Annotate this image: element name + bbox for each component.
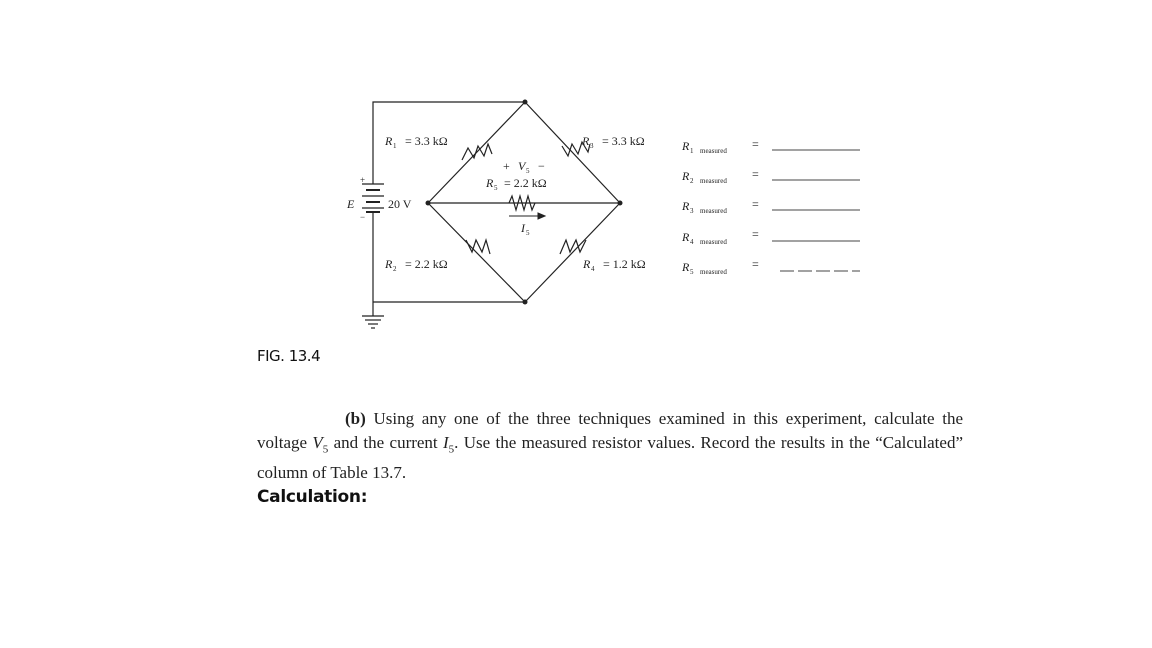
svg-text:R: R: [582, 134, 590, 148]
svg-text:R: R: [682, 230, 690, 244]
figure-caption: FIG. 13.4: [257, 347, 321, 365]
part-label: (b): [345, 409, 366, 428]
svg-text:5: 5: [690, 268, 694, 276]
source-plus: +: [360, 175, 366, 185]
svg-text:measured: measured: [700, 147, 727, 155]
measured-row-3: [681, 197, 759, 215]
svg-text:−: −: [538, 159, 545, 173]
svg-text:1: 1: [690, 147, 694, 155]
v5-subscript: 5: [322, 443, 329, 456]
battery-symbol: [362, 184, 384, 212]
svg-text:measured: measured: [700, 207, 727, 215]
svg-text:5: 5: [494, 184, 498, 192]
svg-text:=: =: [752, 257, 759, 271]
i5-arrow: [509, 213, 545, 219]
svg-text:measured: measured: [700, 238, 727, 246]
svg-text:3: 3: [690, 207, 694, 215]
i5-subscript: 5: [448, 443, 455, 456]
r2-label: [384, 257, 448, 273]
r5-label: [485, 176, 547, 192]
svg-text:= 3.3 kΩ: = 3.3 kΩ: [405, 134, 448, 148]
r4-label: [582, 257, 646, 273]
i5-symbol: I: [442, 433, 449, 452]
svg-text:R: R: [682, 169, 690, 183]
svg-text:R: R: [682, 260, 690, 274]
svg-text:= 2.2 kΩ: = 2.2 kΩ: [405, 257, 448, 271]
measured-row-1: [681, 137, 759, 155]
svg-text:4: 4: [690, 238, 694, 246]
source-symbol: E: [347, 197, 355, 211]
svg-text:R: R: [486, 176, 494, 190]
svg-text:=: =: [752, 167, 759, 181]
svg-text:+: +: [503, 159, 510, 173]
svg-text:R: R: [385, 257, 393, 271]
r1-label: [384, 134, 448, 150]
svg-text:= 3.3 kΩ: = 3.3 kΩ: [602, 134, 645, 148]
svg-text:R: R: [583, 257, 591, 271]
svg-text:R: R: [682, 139, 690, 153]
source-minus: −: [360, 212, 366, 222]
svg-text:5: 5: [526, 229, 530, 237]
svg-text:=: =: [752, 227, 759, 241]
svg-text:R: R: [385, 134, 393, 148]
v5-label: [503, 159, 545, 175]
r2-resistor: [466, 240, 490, 254]
svg-text:R: R: [682, 199, 690, 213]
svg-text:= 1.2 kΩ: = 1.2 kΩ: [603, 257, 646, 271]
svg-text:2: 2: [393, 265, 397, 273]
svg-text:=: =: [752, 197, 759, 211]
para-text-1: Using any one of the three techniques examined in this experiment, calculate the voltage: [257, 409, 963, 452]
v5-symbol: V: [312, 433, 323, 452]
measured-row-4: [681, 227, 759, 246]
svg-text:4: 4: [591, 265, 595, 273]
measured-blank-lines: [772, 150, 860, 271]
svg-text:= 2.2 kΩ: = 2.2 kΩ: [504, 176, 547, 190]
svg-text:2: 2: [690, 177, 694, 185]
svg-text:=: =: [752, 137, 759, 151]
source-value: 20 V: [388, 197, 412, 211]
svg-text:1: 1: [393, 142, 397, 150]
i5-label: [520, 221, 530, 237]
svg-text:5: 5: [526, 167, 530, 175]
svg-text:3: 3: [590, 142, 594, 150]
r3-label: [581, 134, 645, 150]
svg-text:measured: measured: [700, 268, 727, 276]
para-text-3: . Use the measured resistor values. Record the results in the “Calculated” column of Table 13.7.: [257, 433, 963, 483]
svg-text:I: I: [521, 221, 525, 235]
calculation-heading: Calculation:: [257, 487, 368, 507]
measured-row-5: [681, 257, 759, 276]
measured-row-2: [681, 167, 759, 185]
svg-text:measured: measured: [700, 177, 727, 185]
para-text-2: and the current: [328, 433, 443, 452]
svg-text:V: V: [518, 159, 526, 173]
instruction-paragraph: [257, 407, 963, 485]
